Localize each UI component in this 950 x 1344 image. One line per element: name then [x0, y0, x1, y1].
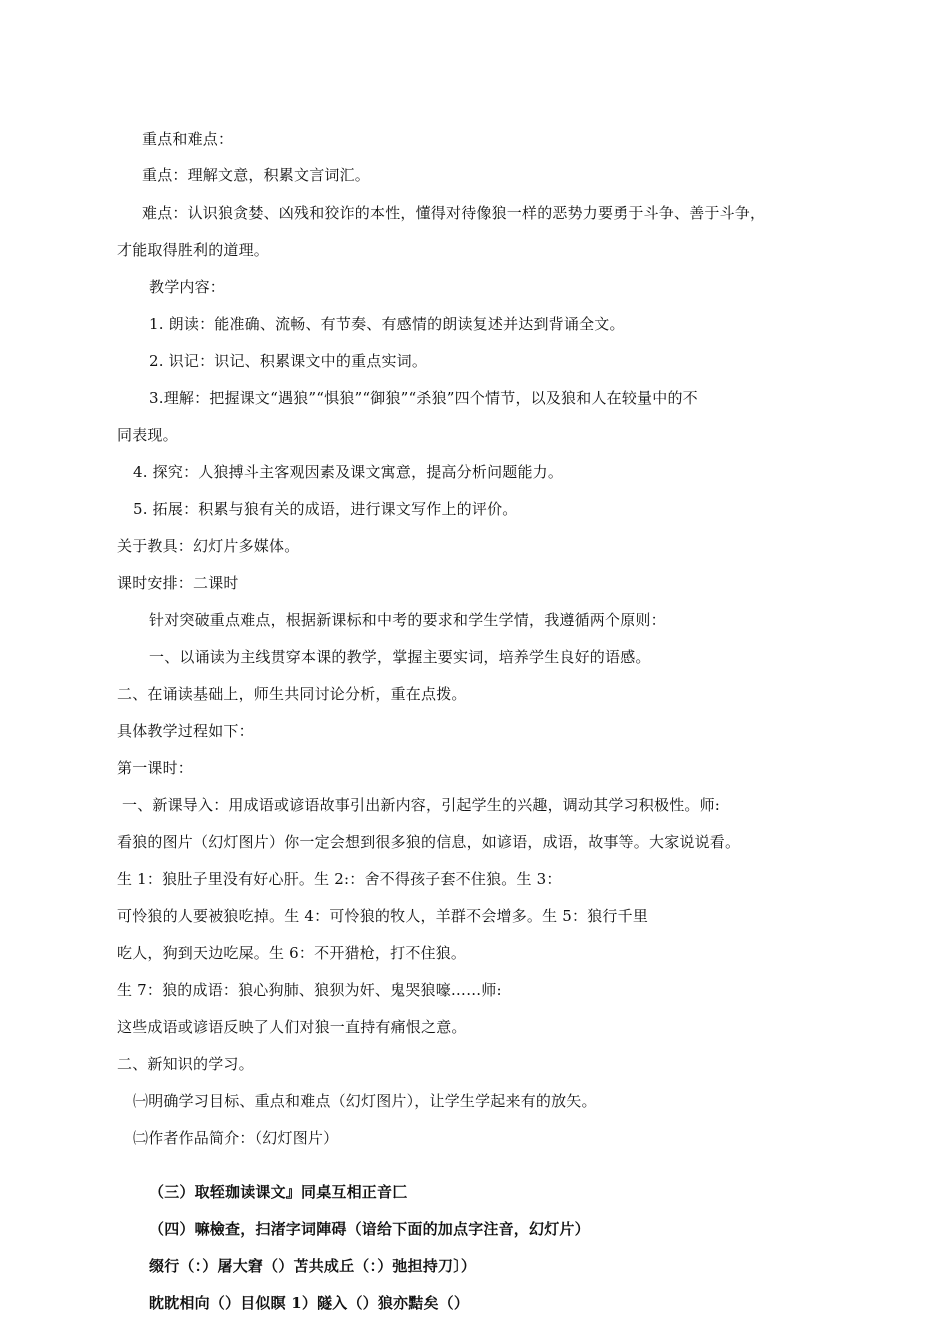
list-item-expand: 5. 拓展：积累与狼有关的成语，进行课文写作上的评价。: [133, 500, 518, 518]
heading-first-lesson: 第一课时：: [117, 759, 194, 777]
list-item-explore: 4. 探究：人狼搏斗主客观因素及课文寓意，提高分析问题能力。: [133, 463, 564, 481]
text-key-point: 重点：理解文意，积累文言词汇。: [142, 166, 371, 184]
list-item-vocab-2: 眈眈相向（）目似瞑 1）隧入（）狼亦黠矣（）: [149, 1294, 470, 1312]
text-student-answers-1: 生 1：狼肚子里没有好心肝。生 2:：舍不得孩子套不住狼。生 3：: [117, 870, 562, 888]
list-item-check: （四）嘛檢查，扫渚字词陣碍（谙给下面的加点字注音，幻灯片）: [149, 1220, 590, 1238]
text-principle-one: 一、以诵读为主线贯穿本课的教学，掌握主要实词，培养学生良好的语感。: [149, 648, 651, 666]
text-schedule: 课时安排：二课时: [117, 574, 239, 592]
list-item-goals: ㈠明确学习目标、重点和难点（幻灯图片），让学生学起来有的放矢。: [133, 1092, 597, 1110]
text-intro-step-cont: 看狼的图片（幻灯图片）你一定会想到很多狼的信息，如谚语，成语，故事等。大家说说看。: [117, 833, 741, 851]
text-principles-intro: 针对突破重点难点，根据新课标和中考的要求和学生学情，我遵循两个原则：: [149, 611, 666, 629]
text-difficulty: 难点：认识狼贪婪、凶残和狡诈的本性，懂得对待像狼一样的恶势力要勇于斗争、善于斗争，: [142, 204, 766, 222]
text-teacher-summary: 这些成语或谚语反映了人们对狼一直持有痛恨之意。: [117, 1018, 467, 1036]
text-teaching-tools: 关于教具：幻灯片多媒体。: [117, 537, 300, 555]
text-process-intro: 具体教学过程如下：: [117, 722, 254, 740]
list-item-memorize: 2. 识记：识记、积累课文中的重点实词。: [149, 352, 428, 370]
text-difficulty-cont: 才能取得胜利的道理。: [117, 241, 270, 259]
list-item-author: ㈡作者作品简介：（幻灯图片）: [133, 1129, 339, 1147]
heading-teaching-content: 教学内容：: [149, 278, 226, 296]
text-student-answers-3: 吃人，狗到天边吃屎。生 6：不开猎枪，打不住狼。: [117, 944, 467, 962]
text-intro-step: 一、新课导入：用成语或谚语故事引出新内容，引起学生的兴趣，调动其学习积极性。师:: [122, 796, 721, 814]
list-item-understand-cont: 同表现。: [117, 426, 178, 444]
text-student-answers-2: 可怜狼的人要被狼吃掉。生 4：可怜狼的牧人，羊群不会增多。生 5：狼行千里: [117, 907, 649, 925]
list-item-understand: 3.理解：把握课文“遇狼”“惧狼”“御狼”“杀狼”四个情节，以及狼和人在较量中的不: [149, 389, 698, 407]
heading-new-knowledge: 二、新知识的学习。: [117, 1055, 254, 1073]
list-item-vocab-1: 缀行（：）屠大窘（）苫共成丘（：）弛担持刀〕）: [149, 1257, 477, 1275]
heading-key-points: 重点和难点：: [142, 130, 234, 148]
list-item-reading: 1. 朗读：能准确、流畅、有节奏、有感情的朗读复述并达到背诵全文。: [149, 315, 625, 333]
text-principle-two: 二、在诵读基础上，师生共同讨论分析，重在点拨。: [117, 685, 467, 703]
list-item-read-aloud: （三）取轾珈读课文』同桌互相正音匚: [149, 1183, 408, 1201]
text-student-answers-4: 生 7：狼的成语：狼心狗肺、狼狈为奸、鬼哭狼嚎……师:: [117, 981, 502, 999]
